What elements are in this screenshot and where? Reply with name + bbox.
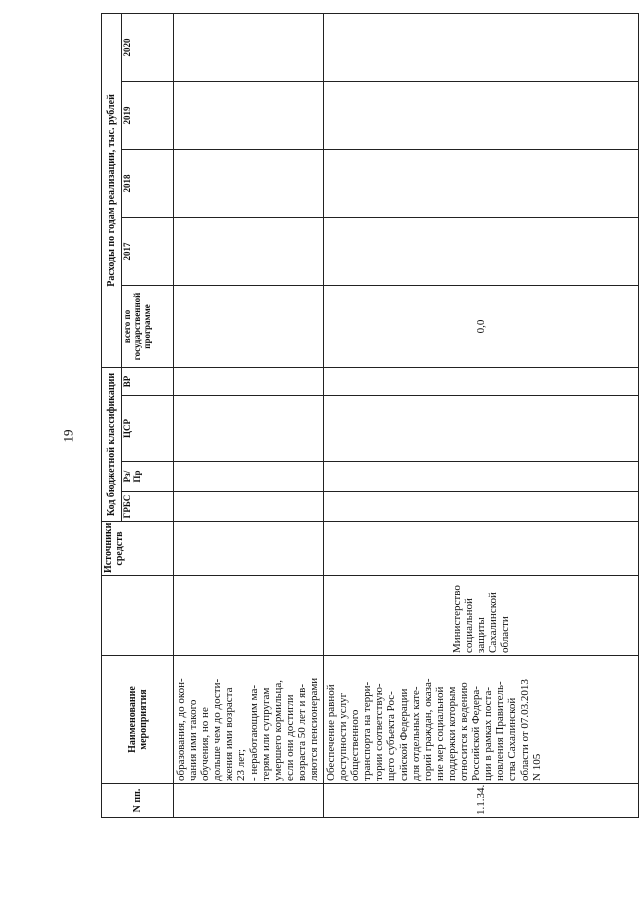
name-line: тории соответствую- <box>373 683 386 781</box>
name-line: ства Сахалинской <box>506 697 519 781</box>
name-line: ляются пенсионерами <box>308 677 321 781</box>
expenses-table <box>101 13 639 818</box>
name-line: ции в рамках поста- <box>482 686 495 781</box>
header-csr: ЦСР <box>122 396 174 462</box>
name-line: обучения, но не <box>199 707 212 781</box>
header-total: всего по государственной программе <box>122 285 174 367</box>
cell-2017 <box>174 217 324 285</box>
grbs-cell <box>324 492 639 522</box>
header-name: Наименование мероприятия <box>102 656 174 784</box>
header-2018: 2018 <box>122 149 174 217</box>
name-line: чания ими такого <box>187 699 200 781</box>
header-vr: ВР <box>122 367 174 395</box>
header-responsible <box>102 576 174 656</box>
name-line: умершего кормильца, <box>271 679 284 781</box>
page-number: 19 <box>60 429 76 443</box>
name-line: новления Правитель- <box>494 681 507 781</box>
responsible-cell: Министерство социальной защиты Сахалинской области <box>324 576 639 656</box>
responsible-cell <box>174 576 324 656</box>
name-line: образования, до окон- <box>175 678 187 781</box>
total-cell: 0,0 <box>324 285 639 367</box>
name-line: области от 07.03.2013 <box>518 679 531 781</box>
header-num: N пп. <box>102 784 174 818</box>
cell-2020 <box>324 13 639 81</box>
header-2017: 2017 <box>122 217 174 285</box>
header-expenses: Расходы по годам реализации, тыс. рублей <box>102 13 122 367</box>
name-line: - неработающим ма- <box>247 684 260 781</box>
rz-pr-cell <box>174 462 324 492</box>
name-line: общественного <box>349 709 362 781</box>
cell-2018 <box>324 149 639 217</box>
event-name <box>324 656 639 784</box>
name-line: ние мер социальной <box>433 686 446 781</box>
table-row <box>174 13 324 817</box>
header-rz-pr: Рз/ Пр <box>122 462 174 492</box>
cell-2019 <box>174 81 324 149</box>
table-row <box>324 13 639 817</box>
header-source: Источники средств <box>102 522 174 576</box>
header-budget-code: Код бюджетной классификации <box>102 367 122 521</box>
event-name <box>174 656 324 784</box>
name-line: относится к ведению <box>458 682 471 781</box>
header-2019: 2019 <box>122 81 174 149</box>
name-line: 23 лет; <box>235 749 248 781</box>
name-line: терям или супругам <box>259 687 272 781</box>
name-line: Обеспечение равной <box>325 684 337 781</box>
name-line: сийской Федерации <box>397 688 410 781</box>
name-line: Российской Федера- <box>470 686 483 781</box>
cell-2017 <box>324 217 639 285</box>
csr-cell <box>324 396 639 462</box>
name-line: если они достигли <box>283 694 296 781</box>
header-grbs: ГРБС <box>122 492 174 522</box>
name-line: горий граждан, оказа- <box>421 678 434 781</box>
cell-2018 <box>174 149 324 217</box>
vr-cell <box>174 367 324 395</box>
name-line: возраста 50 лет и яв- <box>295 683 308 781</box>
name-line: поддержки которым <box>445 686 458 781</box>
row-number <box>174 784 324 818</box>
header-2020: 2020 <box>122 13 174 81</box>
source-cell <box>324 522 639 576</box>
cell-2019 <box>324 81 639 149</box>
row-number: 1.1.34. <box>324 784 639 818</box>
name-line: жения ими возраста <box>223 687 236 781</box>
vr-cell <box>324 367 639 395</box>
header-row-1 <box>102 13 122 817</box>
grbs-cell <box>174 492 324 522</box>
name-line: щего субъекта Рос- <box>385 691 398 781</box>
name-line: N 105 <box>530 753 543 781</box>
name-line: доступности услуг <box>337 692 350 781</box>
name-line: для отдельных кате- <box>409 686 422 781</box>
name-line: дольше чем до дости- <box>211 678 224 781</box>
csr-cell <box>174 396 324 462</box>
cell-2020 <box>174 13 324 81</box>
name-line: транспорта на терри- <box>361 681 374 781</box>
source-cell <box>174 522 324 576</box>
rotated-table-sheet <box>101 14 639 818</box>
total-cell <box>174 285 324 367</box>
rz-pr-cell <box>324 462 639 492</box>
